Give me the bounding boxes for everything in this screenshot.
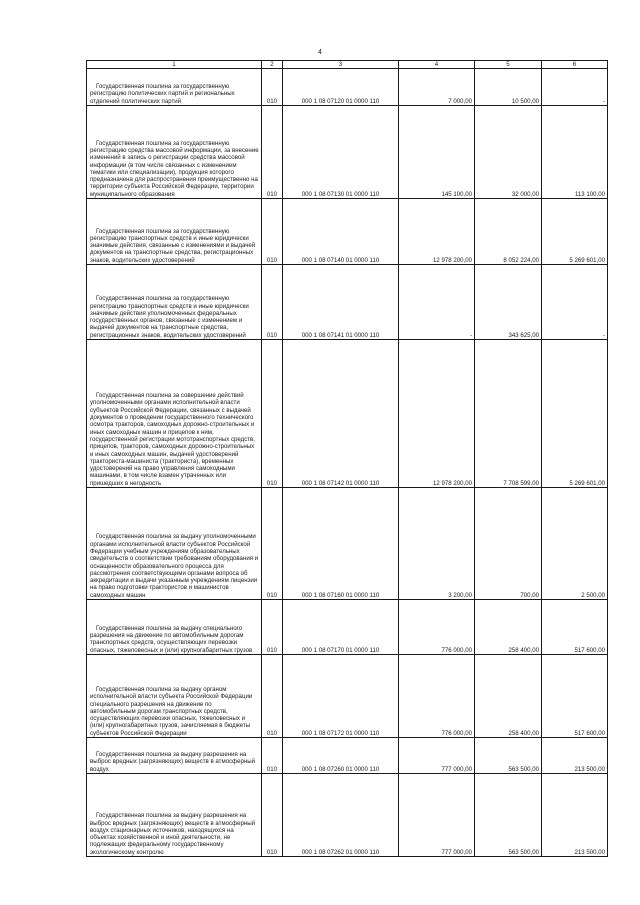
table-row xyxy=(87,265,608,340)
row-budget-code: 000 1 08 07262 01 0000 110 xyxy=(283,774,399,857)
row-value-5: 10 500,00 xyxy=(475,69,542,106)
row-value-4: - xyxy=(399,265,475,340)
row-name: Государственная пошлина за выдачу специального разрешения на движение по автомобильным дорогам транспортных средств, осуществляющих перевозки опасных, тяжеловесных и (или) крупногабаритных грузов xyxy=(87,600,262,655)
row-value-4: 777 000,00 xyxy=(399,738,475,774)
row-value-4: 3 200,00 xyxy=(399,488,475,600)
table-row xyxy=(87,199,608,265)
row-value-4: 777 000,00 xyxy=(399,774,475,857)
row-name: Государственная пошлина за выдачу разрешения на выброс вредных (загрязняющих) веществ в атмосферный воздух xyxy=(87,738,262,774)
table-row xyxy=(87,738,608,774)
row-value-4: 12 978 200,00 xyxy=(399,340,475,488)
header-col-2: 2 xyxy=(262,61,283,69)
row-line-code: 010 xyxy=(262,774,283,857)
row-value-5: 700,00 xyxy=(475,488,542,600)
row-line-code: 010 xyxy=(262,106,283,199)
row-name: Государственная пошлина за выдачу уполномоченными органами исполнительной власти субъектов Российской Федерации учебным учреждениям образовательных свидетельств о соответствии требованиям оборудования и оснащенности образовательного процесса для рассмотрения соответствующими органами вопроса об аккредитации и выдачи указанным учреждениям лицензии на право подготовки трактористов и машинистов самоходных машин xyxy=(87,488,262,600)
row-line-code: 010 xyxy=(262,488,283,600)
row-name: Государственная пошлина за государственную регистрацию транспортных средств и иные юридически значимые действия, связанные с изменениями и выдачей документов на транспортные средства, регистрационных знаков, водительских удостоверений xyxy=(87,199,262,265)
table-row xyxy=(87,774,608,857)
row-value-4: 145 100,00 xyxy=(399,106,475,199)
row-value-6: 5 269 601,00 xyxy=(542,199,608,265)
row-value-6: - xyxy=(542,69,608,106)
table-row xyxy=(87,106,608,199)
row-value-6: - xyxy=(542,265,608,340)
row-value-6: 113 100,00 xyxy=(542,106,608,199)
row-budget-code: 000 1 08 07170 01 0000 110 xyxy=(283,600,399,655)
row-value-5: 563 500,00 xyxy=(475,738,542,774)
row-line-code: 010 xyxy=(262,265,283,340)
row-name: Государственная пошлина за выдачу органом исполнительной власти субъекта Российской Федерации специального разрешения на движение по автомобильным дорогам транспортных средств, осуществляющих перевозки опасных, тяжеловесных и (или) крупногабаритных грузов, зачисляемая в бюджеты субъектов Российской Федерации xyxy=(87,655,262,738)
table-row xyxy=(87,69,608,106)
row-budget-code: 000 1 08 07141 01 0000 110 xyxy=(283,265,399,340)
header-col-5: 5 xyxy=(475,61,542,69)
row-budget-code: 000 1 08 07130 01 0000 110 xyxy=(283,106,399,199)
table-row xyxy=(87,655,608,738)
header-row xyxy=(87,61,608,69)
row-value-4: 776 000,00 xyxy=(399,655,475,738)
row-line-code: 010 xyxy=(262,340,283,488)
row-name: Государственная пошлина за государственную регистрацию транспортных средств и иные юридически значимые действия уполномоченных федеральных государственных органов, связанные с изменением и выдачей документов на транспортные средства, регистрационных знаков, водительских удостоверений xyxy=(87,265,262,340)
row-line-code: 010 xyxy=(262,655,283,738)
header-col-6: 6 xyxy=(542,61,608,69)
table-row xyxy=(87,340,608,488)
row-value-6: 213 500,00 xyxy=(542,738,608,774)
row-value-5: 8 052 224,00 xyxy=(475,199,542,265)
row-value-5: 258 400,00 xyxy=(475,655,542,738)
row-value-4: 7 000,00 xyxy=(399,69,475,106)
row-budget-code: 000 1 08 07120 01 0000 110 xyxy=(283,69,399,106)
row-name: Государственная пошлина за государственную регистрацию средства массовой информации, за внесение изменений в запись о регистрации средства массовой информации (в том числе связанных с изменением тематики или специализации), продукция которого предназначена для распространения преимущественно на территории субъекта Российской Федерации, территории муниципального образования xyxy=(87,106,262,199)
row-line-code: 010 xyxy=(262,600,283,655)
row-value-6: 5 269 601,00 xyxy=(542,340,608,488)
row-value-5: 32 000,00 xyxy=(475,106,542,199)
row-line-code: 010 xyxy=(262,199,283,265)
row-value-5: 563 500,00 xyxy=(475,774,542,857)
row-value-6: 517 600,00 xyxy=(542,655,608,738)
row-budget-code: 000 1 08 07260 01 0000 110 xyxy=(283,738,399,774)
revenue-table xyxy=(86,60,608,857)
row-name: Государственная пошлина за выдачу разрешения на выброс вредных (загрязняющих) веществ в атмосферный воздух стационарных источников, находящихся на объектах хозяйственной и иной деятельности, не подлежащих федеральному государственному экологическому контролю xyxy=(87,774,262,857)
page-number: 4 xyxy=(318,49,322,56)
row-line-code: 010 xyxy=(262,738,283,774)
row-name: Государственная пошлина за государственную регистрацию политических партий и региональных отделений политических партий xyxy=(87,69,262,106)
header-col-3: 3 xyxy=(283,61,399,69)
row-budget-code: 000 1 08 07160 01 0000 110 xyxy=(283,488,399,600)
header-col-1: 1 xyxy=(87,61,262,69)
row-value-6: 517 600,00 xyxy=(542,600,608,655)
row-value-5: 343 625,00 xyxy=(475,265,542,340)
table-row xyxy=(87,488,608,600)
row-value-5: 258 400,00 xyxy=(475,600,542,655)
table-row xyxy=(87,600,608,655)
row-budget-code: 000 1 08 07172 01 0000 110 xyxy=(283,655,399,738)
row-value-4: 776 000,00 xyxy=(399,600,475,655)
row-value-4: 12 978 200,00 xyxy=(399,199,475,265)
row-value-6: 213 500,00 xyxy=(542,774,608,857)
row-name: Государственная пошлина за совершение действий уполномоченными органами исполнительной власти субъектов Российской Федерации, связанных с выдачей документов о проведении государственного технического осмотра тракторов, самоходных дорожно-строительных и иных самоходных машин и прицепов к ним, государственной регистрации мототранспортных средств, прицепов, тракторов, самоходных дорожно-строительных и иных самоходных машин, выдачей удостоверений тракториста-машиниста (тракториста), временных удостоверений на право управления самоходными машинами, в том числе взамен утраченных или пришедших в негодность xyxy=(87,340,262,488)
row-budget-code: 000 1 08 07142 01 0000 110 xyxy=(283,340,399,488)
row-budget-code: 000 1 08 07140 01 0000 110 xyxy=(283,199,399,265)
row-value-6: 2 500,00 xyxy=(542,488,608,600)
row-line-code: 010 xyxy=(262,69,283,106)
row-value-5: 7 708 599,00 xyxy=(475,340,542,488)
header-col-4: 4 xyxy=(399,61,475,69)
